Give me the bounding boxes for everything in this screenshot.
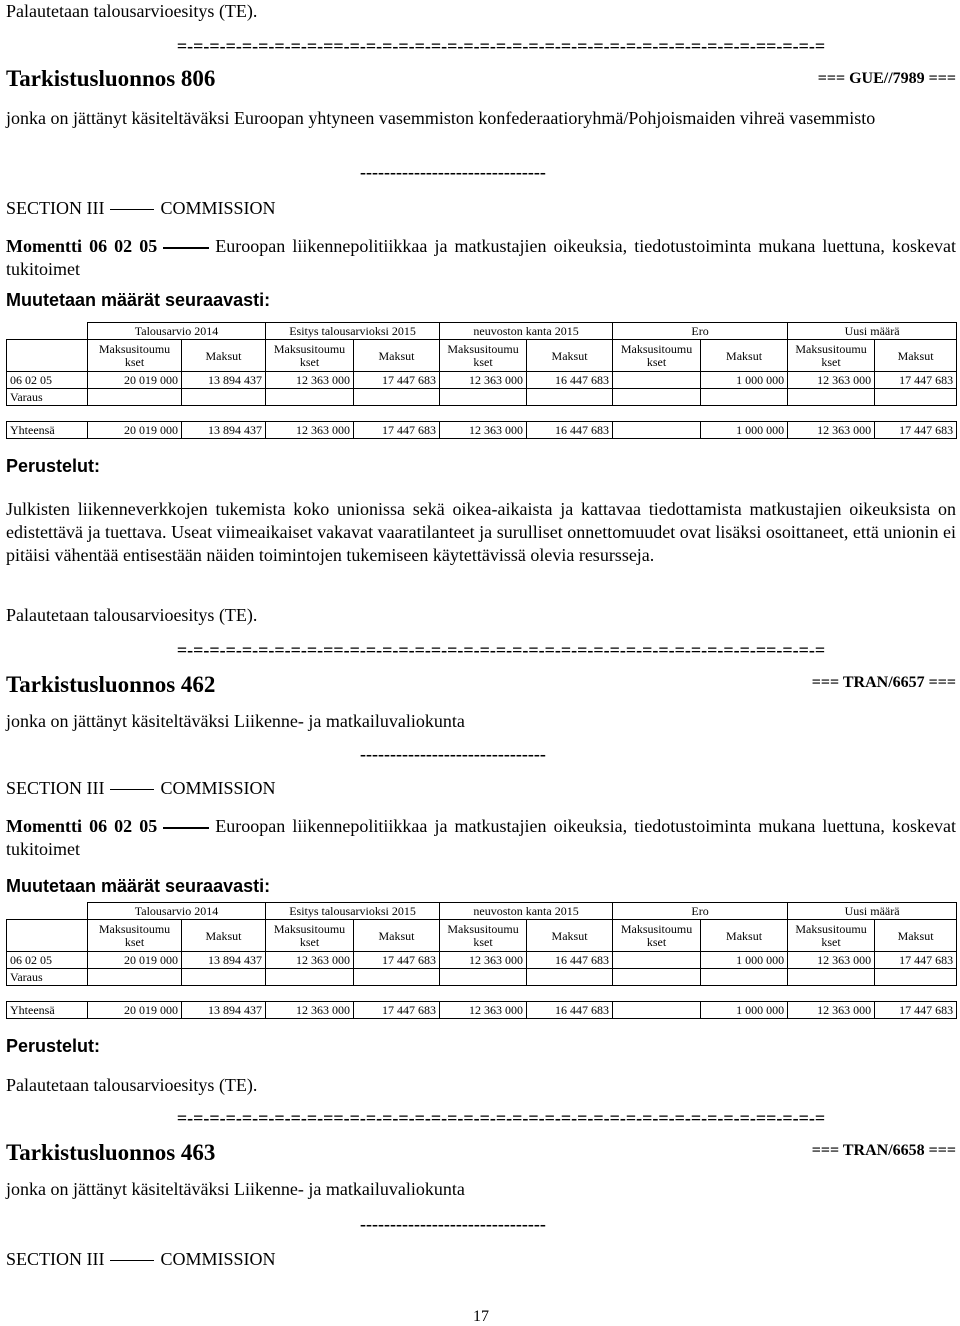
group-header: Ero [613, 903, 788, 920]
budget-table [6, 322, 957, 439]
row-label: Varaus [7, 389, 88, 406]
table-row [7, 372, 957, 389]
table-total-row [7, 1002, 957, 1019]
sub-header-commitments: Maksusitoumu kset [788, 920, 875, 952]
section-name: COMMISSION [160, 1249, 276, 1269]
table-cell: 17 447 683 [875, 372, 957, 389]
total-label: Yhteensä [7, 1002, 88, 1019]
table-cell: 13 894 437 [182, 372, 266, 389]
separator: =-=-=-=-=-=-=-=-=-==-=-=-=-=-=-=-=-=-=-=-=-=-=-=-=-=-=-=-=-=-=-=-=-=-=-==-=-=-= [176, 1108, 826, 1128]
table-cell: 12 363 000 [266, 372, 354, 389]
table-cell: 20 019 000 [88, 372, 182, 389]
table-cell: 20 019 000 [88, 1002, 182, 1019]
sub-header-commitments: Maksusitoumu kset [266, 340, 354, 372]
table-cell: 16 447 683 [527, 1002, 613, 1019]
group-header: Uusi määrä [788, 903, 957, 920]
table-sub-row [7, 340, 957, 372]
em-dash [110, 1260, 154, 1261]
closing-note: Palautetaan talousarvioesitys (TE). [6, 1075, 258, 1095]
section-line [6, 1249, 956, 1270]
table-group-row [7, 903, 957, 920]
table-cell: 1 000 000 [701, 372, 788, 389]
table-cell: 12 363 000 [440, 422, 527, 439]
section-line [6, 198, 956, 219]
group-header: Talousarvio 2014 [88, 323, 266, 340]
em-dash [110, 209, 154, 210]
sub-header-payments: Maksut [875, 920, 957, 952]
group-header: Ero [613, 323, 788, 340]
table-cell: 12 363 000 [440, 952, 527, 969]
amendment-header [6, 672, 956, 702]
table-cell: 17 447 683 [354, 372, 440, 389]
sub-header-commitments: Maksusitoumu kset [266, 920, 354, 952]
table-cell: 16 447 683 [527, 372, 613, 389]
table-cell: 12 363 000 [788, 952, 875, 969]
table-cell: 13 894 437 [182, 1002, 266, 1019]
table-cell: 1 000 000 [701, 422, 788, 439]
amendment-ref: === GUE//7989 === [817, 70, 956, 87]
group-header: Talousarvio 2014 [88, 903, 266, 920]
item-number: Momentti 06 02 05 [6, 236, 158, 256]
sub-header-commitments: Maksusitoumu kset [613, 340, 701, 372]
table-row [7, 969, 957, 986]
item-number: Momentti 06 02 05 [6, 816, 158, 836]
sub-header-payments: Maksut [354, 920, 440, 952]
table-cell: 16 447 683 [527, 422, 613, 439]
row-label: 06 02 05 [7, 952, 88, 969]
item-text: Euroopan liikennepolitiikkaa ja matkustajien oikeuksia, tiedotustoiminta mukana luettuna, koskevat tukitoimet [6, 816, 956, 859]
justification-heading: Perustelut: [6, 456, 101, 476]
sub-header-payments: Maksut [182, 340, 266, 372]
table-cell: 12 363 000 [266, 952, 354, 969]
sub-header-payments: Maksut [701, 340, 788, 372]
section-name: COMMISSION [160, 198, 276, 218]
section-name: COMMISSION [160, 778, 276, 798]
table-cell: 20 019 000 [88, 422, 182, 439]
table-cell [613, 422, 701, 439]
table-cell: 17 447 683 [354, 1002, 440, 1019]
table-cell [613, 372, 701, 389]
table-cell: 12 363 000 [266, 1002, 354, 1019]
table-cell: 17 447 683 [354, 952, 440, 969]
sub-header-payments: Maksut [354, 340, 440, 372]
table-total-row [7, 422, 957, 439]
table-cell: 20 019 000 [88, 952, 182, 969]
table-cell: 12 363 000 [266, 422, 354, 439]
table-sub-row [7, 920, 957, 952]
section-line [6, 778, 956, 799]
budget-table [6, 902, 957, 1019]
table-cell: 12 363 000 [788, 372, 875, 389]
table-cell: 13 894 437 [182, 422, 266, 439]
row-label: 06 02 05 [7, 372, 88, 389]
table-cell [613, 952, 701, 969]
closing-note: Palautetaan talousarvioesitys (TE). [6, 605, 258, 625]
page-number: 17 [473, 1308, 489, 1325]
table-cell: 17 447 683 [875, 952, 957, 969]
budget-item [6, 235, 956, 281]
amendment-title: Tarkistusluonnos 462 [6, 672, 216, 697]
item-text: Euroopan liikennepolitiikkaa ja matkustajien oikeuksia, tiedotustoiminta mukana luettuna, koskevat tukitoimet [6, 236, 956, 279]
table-cell: 17 447 683 [875, 1002, 957, 1019]
table-cell: 16 447 683 [527, 952, 613, 969]
table-cell: 17 447 683 [354, 422, 440, 439]
em-dash [163, 247, 209, 249]
tabled-by: jonka on jättänyt käsiteltäväksi Euroopan yhtyneen vasemmiston konfederaatioryhmä/Pohjoismaiden vihreä vasemmisto [6, 108, 876, 128]
table-cell: 12 363 000 [440, 1002, 527, 1019]
table-cell: 12 363 000 [788, 422, 875, 439]
amend-heading: Muutetaan määrät seuraavasti: [6, 290, 271, 310]
table-cell: 12 363 000 [788, 1002, 875, 1019]
sub-header-payments: Maksut [527, 340, 613, 372]
table-group-row [7, 323, 957, 340]
justification-heading: Perustelut: [6, 1036, 101, 1056]
table-cell [613, 1002, 701, 1019]
table-cell: 1 000 000 [701, 1002, 788, 1019]
amendment-title: Tarkistusluonnos 463 [6, 1140, 216, 1165]
sub-header-commitments: Maksusitoumu kset [613, 920, 701, 952]
row-label: Varaus [7, 969, 88, 986]
em-dash [110, 789, 154, 790]
section-label: SECTION III [6, 778, 105, 798]
section-label: SECTION III [6, 1249, 105, 1269]
amendment-header [6, 1140, 956, 1170]
table-row [7, 952, 957, 969]
group-header: Esitys talousarvioksi 2015 [266, 323, 440, 340]
sub-header-commitments: Maksusitoumu kset [788, 340, 875, 372]
amendment-title: Tarkistusluonnos 806 [6, 66, 216, 91]
dash-line: ------------------------------- [360, 162, 546, 182]
group-header: neuvoston kanta 2015 [440, 903, 613, 920]
table-cell: 12 363 000 [440, 372, 527, 389]
justification-text: Julkisten liikenneverkkojen tukemista koko unionissa sekä oikea-aikaista ja kattavaa tiedottamista matkustajien oikeuksista on edistettävä ja tuettava. Useat viimeaikaiset vakavat vaaratilanteet ja surulliset onnettomuudet ovat lisäksi osoittaneet, että unionin ei pitäisi vähentää entisestään näiden toimintojen tukemiseen käytettävissä olevia resursseja. [6, 499, 956, 565]
sub-header-payments: Maksut [182, 920, 266, 952]
dash-line: ------------------------------- [360, 1214, 546, 1234]
sub-header-commitments: Maksusitoumu kset [88, 920, 182, 952]
group-header: Esitys talousarvioksi 2015 [266, 903, 440, 920]
tabled-by: jonka on jättänyt käsiteltäväksi Liikenne- ja matkailuvaliokunta [6, 711, 465, 731]
table-cell: 13 894 437 [182, 952, 266, 969]
sub-header-commitments: Maksusitoumu kset [440, 340, 527, 372]
tabled-by: jonka on jättänyt käsiteltäväksi Liikenne- ja matkailuvaliokunta [6, 1179, 465, 1199]
table-cell: 17 447 683 [875, 422, 957, 439]
sub-header-commitments: Maksusitoumu kset [440, 920, 527, 952]
amendment-header [6, 66, 956, 96]
sub-header-payments: Maksut [701, 920, 788, 952]
top-note: Palautetaan talousarvioesitys (TE). [6, 1, 258, 21]
group-header: Uusi määrä [788, 323, 957, 340]
separator: =-=-=-=-=-=-=-=-=-==-=-=-=-=-=-=-=-=-=-=-=-=-=-=-=-=-=-=-=-=-=-=-=-=-=-==-=-=-= [176, 36, 826, 56]
em-dash [163, 827, 209, 829]
sub-header-payments: Maksut [875, 340, 957, 372]
sub-header-commitments: Maksusitoumu kset [88, 340, 182, 372]
section-label: SECTION III [6, 198, 105, 218]
group-header: neuvoston kanta 2015 [440, 323, 613, 340]
table-row [7, 389, 957, 406]
separator: =-=-=-=-=-=-=-=-=-==-=-=-=-=-=-=-=-=-=-=-=-=-=-=-=-=-=-=-=-=-=-=-=-=-=-==-=-=-= [176, 640, 826, 660]
amendment-ref: === TRAN/6658 === [811, 1142, 956, 1159]
budget-item [6, 815, 956, 861]
sub-header-payments: Maksut [527, 920, 613, 952]
amendment-ref: === TRAN/6657 === [811, 674, 956, 691]
amend-heading: Muutetaan määrät seuraavasti: [6, 876, 271, 896]
dash-line: ------------------------------- [360, 744, 546, 764]
total-label: Yhteensä [7, 422, 88, 439]
table-cell: 1 000 000 [701, 952, 788, 969]
